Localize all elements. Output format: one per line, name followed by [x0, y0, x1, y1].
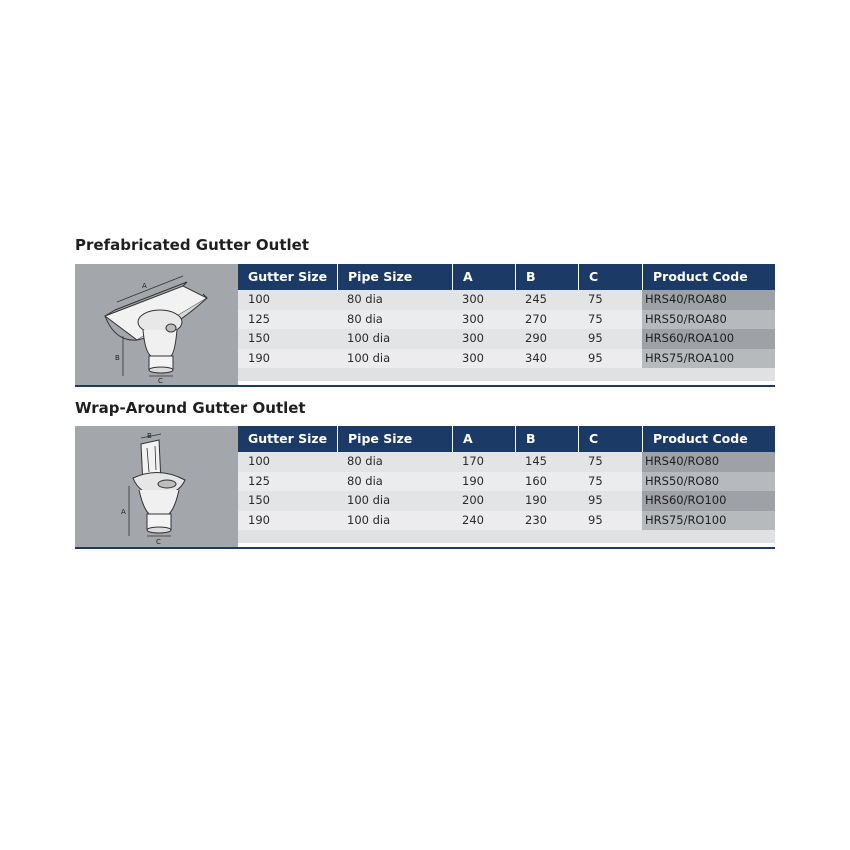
header-c: C	[578, 264, 642, 290]
cell: 150	[248, 331, 270, 345]
cell: 95	[588, 350, 603, 365]
header-gutter-size: Gutter Size	[248, 269, 328, 284]
header-pipe-size: Pipe Size	[337, 264, 452, 290]
product-code-cell: HRS40/ROA80	[642, 290, 775, 310]
cell: 270	[525, 311, 547, 326]
cell: 300	[462, 311, 484, 326]
cell: 80 dia	[347, 454, 383, 468]
cell: 95	[588, 493, 603, 507]
section-wrap-around-gutter-outlet	[75, 397, 775, 549]
cell: 190	[248, 350, 270, 365]
table-row	[238, 491, 775, 511]
cell: 100 dia	[347, 331, 391, 345]
header-product-code: Product Code	[642, 264, 775, 290]
header-b: B	[515, 426, 578, 452]
header-b: B	[515, 264, 578, 290]
cell: 75	[588, 311, 603, 326]
section-title: Prefabricated Gutter Outlet	[75, 236, 310, 254]
table-row	[238, 452, 775, 472]
cell: 290	[525, 331, 547, 345]
dim-label-b: B	[147, 432, 152, 440]
product-code-cell: HRS60/ROA100	[642, 329, 775, 349]
cell: 125	[248, 473, 270, 488]
product-code-cell: HRS40/RO80	[642, 452, 775, 472]
cell: 75	[588, 454, 603, 468]
product-code-cell: HRS75/RO100	[642, 511, 775, 531]
product-code-cell: HRS60/RO100	[642, 491, 775, 511]
table-row	[238, 349, 775, 369]
cell: 75	[588, 473, 603, 488]
dim-label-a: A	[142, 282, 147, 290]
dim-label-a: A	[121, 508, 126, 516]
spec-table	[238, 426, 775, 543]
table-row	[238, 290, 775, 310]
cell: 100 dia	[347, 350, 391, 365]
cell: 100	[248, 292, 270, 306]
header-a: A	[452, 426, 515, 452]
dim-label-b: B	[115, 354, 120, 362]
table-header	[238, 264, 775, 290]
cell: 145	[525, 454, 547, 468]
table-row	[238, 329, 775, 349]
product-code-cell: HRS50/ROA80	[642, 310, 775, 330]
cell: 240	[462, 512, 484, 527]
header-pipe-size: Pipe Size	[337, 426, 452, 452]
cell: 300	[462, 292, 484, 306]
table-row	[238, 310, 775, 330]
cell: 80 dia	[347, 292, 383, 306]
cell: 100	[248, 454, 270, 468]
table-header	[238, 426, 775, 452]
cell: 170	[462, 454, 484, 468]
cell: 100 dia	[347, 512, 391, 527]
cell: 80 dia	[347, 311, 383, 326]
table-row	[238, 511, 775, 531]
dim-label-c: C	[158, 377, 163, 385]
cell: 190	[248, 512, 270, 527]
table-footer-band	[238, 530, 775, 543]
cell: 300	[462, 331, 484, 345]
cell: 95	[588, 331, 603, 345]
product-code-cell: HRS50/RO80	[642, 472, 775, 492]
section-prefabricated-gutter-outlet	[75, 234, 775, 387]
dim-label-c: C	[156, 538, 161, 546]
cell: 230	[525, 512, 547, 527]
cell: 245	[525, 292, 547, 306]
header-a: A	[452, 264, 515, 290]
wrap-around-outlet-illustration	[75, 426, 238, 547]
cell: 150	[248, 493, 270, 507]
product-code-cell: HRS75/ROA100	[642, 349, 775, 369]
cell: 340	[525, 350, 547, 365]
cell: 100 dia	[347, 493, 391, 507]
cell: 80 dia	[347, 473, 383, 488]
table-footer-band	[238, 368, 775, 381]
cell: 95	[588, 512, 603, 527]
header-gutter-size: Gutter Size	[248, 431, 328, 446]
cell: 190	[525, 493, 547, 507]
section-title: Wrap-Around Gutter Outlet	[75, 399, 306, 417]
gutter-outlet-illustration	[75, 264, 238, 385]
cell: 75	[588, 292, 603, 306]
spec-table	[238, 264, 775, 381]
cell: 200	[462, 493, 484, 507]
cell: 160	[525, 473, 547, 488]
spec-panel	[75, 426, 775, 549]
header-product-code: Product Code	[642, 426, 775, 452]
cell: 190	[462, 473, 484, 488]
spec-panel	[75, 264, 775, 387]
cell: 300	[462, 350, 484, 365]
cell: 125	[248, 311, 270, 326]
header-c: C	[578, 426, 642, 452]
table-row	[238, 472, 775, 492]
